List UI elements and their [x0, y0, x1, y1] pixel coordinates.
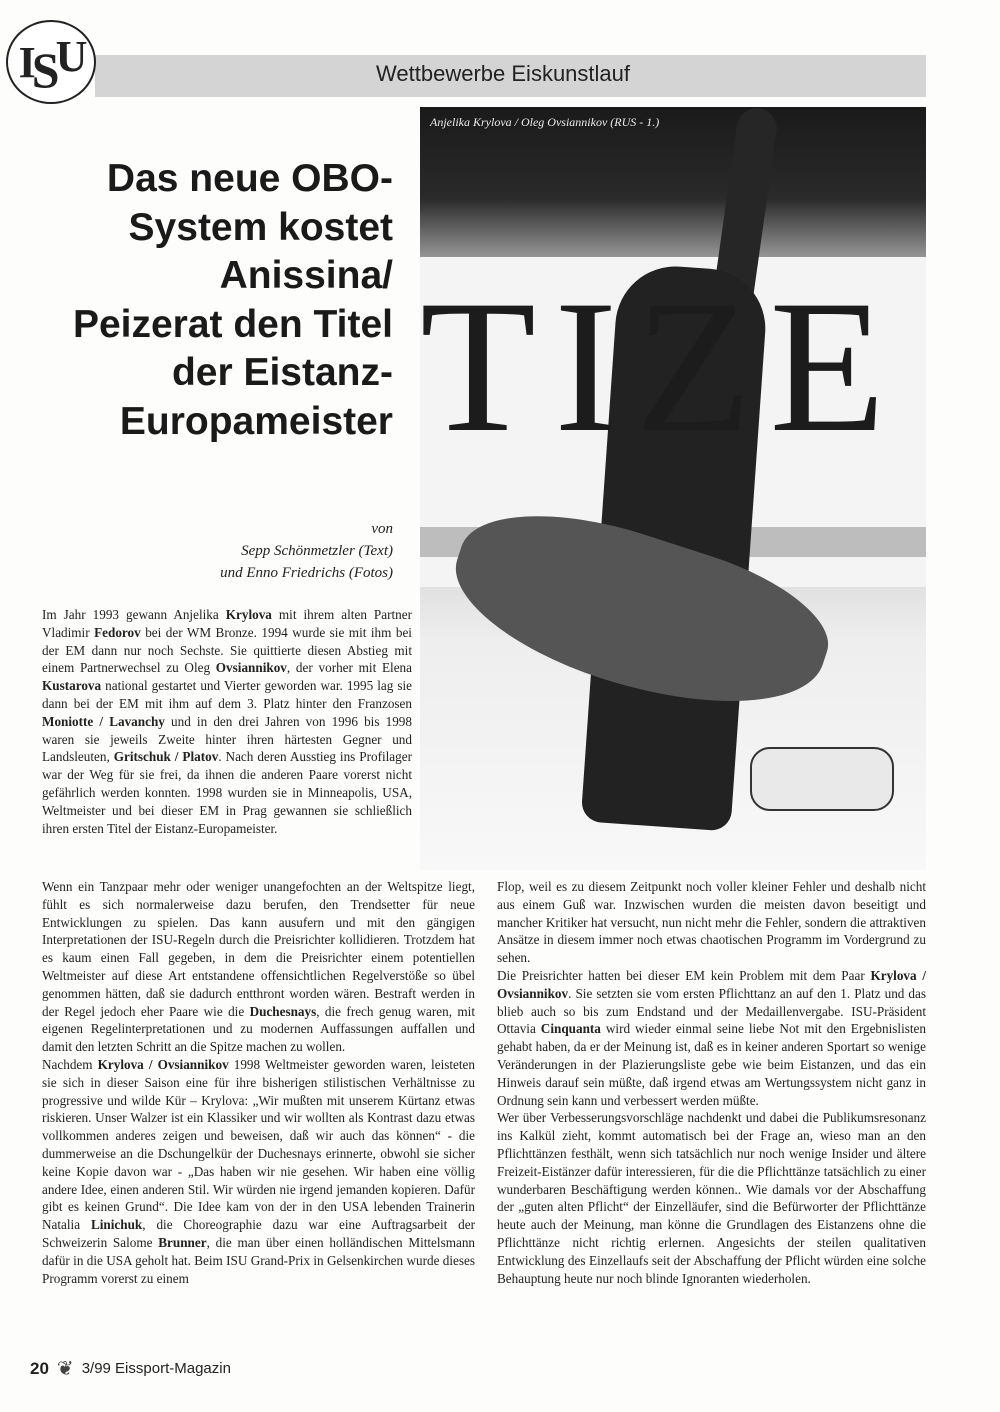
bold-name: Fedorov	[94, 624, 141, 640]
text-run: , die Choreographie dazu war eine Auftragsarbeit der Schweizerin Salome	[42, 1217, 475, 1250]
text-run: . Sie setzten sie vom ersten Pflichttanz an auf den 1. Platz und das blieb auch so bis zum Endstand und der Medaillenvergabe. ISU-Präsident Ottavia	[497, 985, 926, 1037]
byline-author: Sepp Schönmetzler (Text)	[241, 543, 393, 559]
text-run: Flop, weil es zu diesem Zeitpunkt noch voller kleiner Fehler und deshalb nicht aus einem Guß war. Inzwischen wurden die meisten davon beseitigt und mancher Kritiker hat versucht, nun nicht mehr die Fehler, sondern die attraktiven Ansätze in diesem immer noch etwas chaotischen Programm im Vordergrund zu sehen.	[497, 879, 926, 966]
text-column-2	[42, 878, 475, 1287]
text-run: Wenn ein Tanzpaar mehr oder weniger unangefochten an der Weltspitze liegt, fühlt es sich normalerweise dazu berufen, den Trendsetter für neue Entwicklungen zu spielen. Das kann ausufern und mit den gängigen Interpretationen der ISU-Regeln durch die Preisrichter kollidieren. Trotzdem hat es kaum einen Fall gegeben, in dem die Preisrichter einem potentiellen Weltmeister auf diese Art entstandene offensichtlichen Regelverstöße so übel genommen hätten, daß sie dadurch entthront worden wären. Bestraft werden in der Regel jedoch eher Paare wie die	[42, 879, 475, 1019]
text-run: Nachdem	[42, 1056, 98, 1072]
bold-name: Krylova / Ovsiannikov	[497, 967, 926, 1001]
byline-photographer: und Enno Friedrichs (Fotos)	[220, 565, 393, 581]
text-run: . Nach deren Ausstieg ins Profilager war der Weg für sie frei, da ihnen die anderen Paare vorerst nicht gefährlich werden konnten. 1998 wurden sie in Minneapolis, USA, Weltmeister und bei dieser EM in Prag gewannen sie schließlich ihren ersten Titel der Eistanz-Europameister.	[42, 749, 412, 836]
byline-von: von	[371, 521, 393, 537]
text-run: bei der WM Bronze. 1994 wurde sie mit ihm bei der EM dann nur noch Sechste. Sie quittierte diesen Abstieg mit einem Partnerwechsel zu Oleg	[42, 624, 412, 676]
paragraph	[42, 878, 475, 1056]
bold-name: Linichuk	[90, 1217, 143, 1233]
text-run: Im Jahr 1993 gewann Anjelika	[42, 607, 226, 622]
text-run: , der vorher mit Elena	[286, 660, 412, 676]
text-column-3	[497, 878, 926, 1287]
text-run: Die Preisrichter hatten bei dieser EM kein Problem mit dem Paar	[497, 967, 871, 983]
bold-name: Brunner	[158, 1234, 207, 1250]
bold-name: Krylova / Ovsiannikov	[97, 1056, 229, 1072]
text-run: und in den drei Jahren von 1996 bis 1998 waren sie jeweils Zweite hinter ihren härtesten Gegner und Landsleuten,	[42, 713, 412, 765]
skating-photo	[420, 107, 926, 870]
photo-caption: Anjelika Krylova / Oleg Ovsiannikov (RUS - 1.)	[430, 115, 660, 129]
paragraph	[42, 1056, 475, 1287]
text-run: wird wieder einmal seine liebe Not mit den Ergebnislisten gehabt haben, da er der Meinung ist, daß es in keiner anderen Sportart so wenige Veränderungen in der Plazierungsliste gebe wie beim Eistanzen, und das ein Hinweis darauf sein müßte, daß irgend etwas am Wertungssystem nicht ganz in Ordnung sein kann und verbessert werden müßte.	[497, 1021, 926, 1108]
bold-name: Krylova	[225, 607, 272, 622]
paragraph	[497, 967, 926, 1109]
banner-letters: TIZE	[420, 262, 904, 472]
text-column-1	[42, 606, 412, 837]
text-run: Wer über Verbesserungsvorschläge nachdenkt und dabei die Publikumsresonanz ins Kalkül zieht, kommt automatisch bei der Frage an, wieso man an den Pflichttänzen festhält, wenn sich tatsächlich nur noch wenige Insider und ältere Freizeit-Eistänzer dafür interessieren, für die die Pflichttänze tatsächlich zu einer wunderbaren Beschäftigung werden können.. Wie damals vor der Abschaffung der „guten alten Pflicht“ der Einzelläufer, sind die Befürworter der Pflichttänze heute auch der Meinung, man könne die Grundlagen des Eistanzens ohne die Pflichttänze nicht richtig erlernen. Angesichts der steilen qualitativen Entwicklung des Einzellaufs seit der Abschaffung der Pflicht würden eine solche Behauptung heute nur noch blinde Ignoranten wiederholen.	[497, 1110, 926, 1286]
bold-name: Cinquanta	[540, 1021, 601, 1037]
text-run: , die man über einen holländischen Mittelsmann dafür in die USA geholt hat. Beim ISU Grand-Prix in Gelsenkirchen wurde dieses Programm vorerst zu einem	[42, 1234, 476, 1286]
byline	[120, 518, 393, 584]
bold-name: Ovsiannikov	[215, 660, 287, 676]
section-header-band	[95, 55, 926, 97]
bold-name: Duchesnays	[249, 1003, 317, 1019]
article-title: Das neue OBO-System kostet Anissina/ Peizerat den Titel der Eistanz-Europameister	[72, 157, 393, 443]
text-run: mit ihrem alten Partner Vladimir	[42, 607, 413, 640]
bold-name: Moniotte / Lavanchy	[42, 713, 165, 729]
page-footer	[30, 1356, 231, 1381]
paragraph	[497, 1109, 926, 1287]
isu-logo: I S U	[6, 20, 96, 104]
text-run: , die frech genug waren, mit eigenen Regelinterpretationen und zu modernen Auffassungen auffallen und damit den letzten Schritt an die Spitze machen zu wollen.	[42, 1003, 475, 1055]
issue-label: 3/99 Eissport-Magazin	[81, 1360, 231, 1377]
text-run: national gestartet und Vierter geworden war. 1995 lag sie dann bei der EM mit ihm auf dem 3. Platz hinter den Franzosen	[42, 678, 412, 711]
section-title: Wettbewerbe Eiskunstlauf	[376, 61, 630, 86]
bold-name: Kustarova	[42, 678, 102, 694]
page-number: 20	[30, 1358, 49, 1378]
bold-name: Gritschuk / Platov	[113, 749, 219, 765]
text-run: 1998 Weltmeister geworden waren, leisteten sie sich in dieser Saison eine für ihre bisherigen stilistischen Verhältnisse zu progressive und wilde Kür – Krylova: „Wir mußten mit unserem Kürtanz etwas riskieren. Unser Walzer ist ein Klassiker und wir wollten als Kontrast dazu etwas vollkommen anderes zeigen und beweisen, daß wir auch das können“ - die dummerweise an die Dschungelkür der Duchesnays erinnerte, obwohl sie sicher keine Kopie davon war - „Das haben wir nie gesehen. Wir haben eine völlig andere Idee, einen anderen Stil. Wir würden nie irgend jemanden kopieren. Dafür gibt es keinen Grund“. Die Idee kam von der in den USA lebenden Trainerin Natalia	[42, 1056, 475, 1233]
paragraph	[497, 878, 926, 967]
magazine-logo-icon: ❦	[56, 1358, 74, 1380]
skates	[750, 747, 894, 811]
paragraph	[42, 606, 412, 837]
